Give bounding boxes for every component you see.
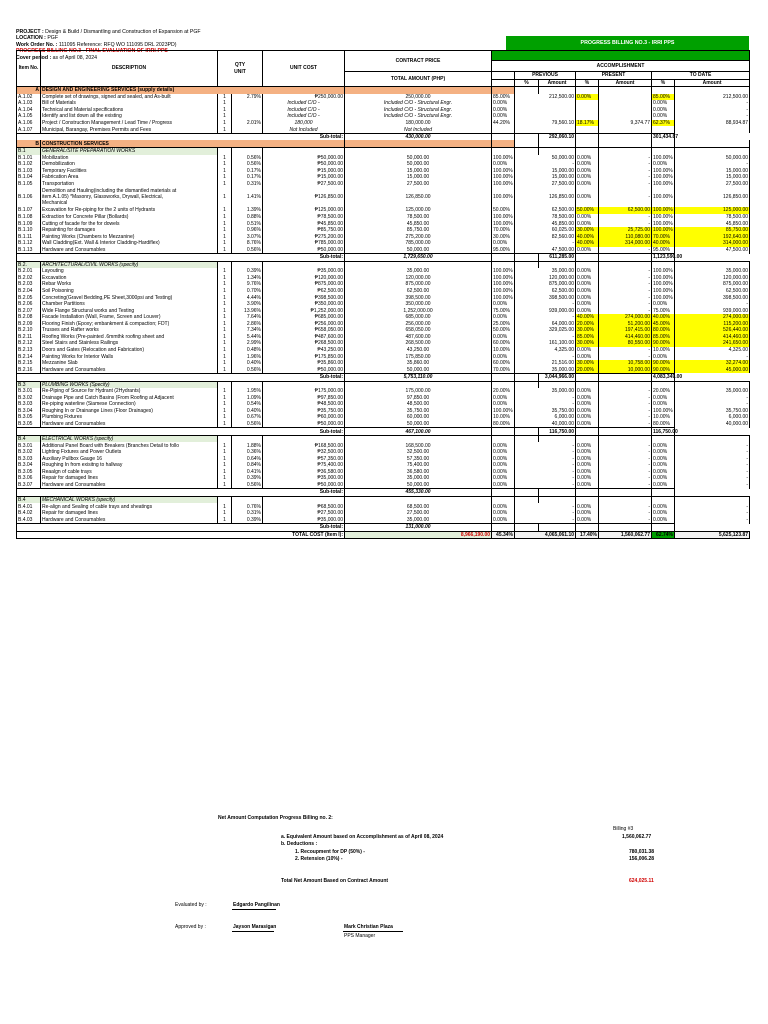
item-row: A.1.06 Project / Construction Management / Lead Time / Progress 1 2.01% 180,000 180,000.00 44.20% 79,560.10 18.17% 9,374.77 62.37% 88,934.87 xyxy=(18,120,749,126)
location-line: LOCATION : PGF xyxy=(16,35,58,42)
subtotal-row: Sub-total: 5,753,110.00 3,044,966.00 4,083,349.00 xyxy=(17,373,750,381)
billing-table xyxy=(16,50,750,539)
col-unit-cost: UNIT COST xyxy=(263,51,345,87)
item-row: B.2.11 Roofing Works (Pre-painted .6mmthk roofing sheet and 1 5.44% ₱487,600.00 487,600.00 0.00% - 85.00% 414,460.00 85.00% 414,460.00 xyxy=(18,333,749,340)
section-row: B CONSTRUCTION SERVICES xyxy=(17,140,750,147)
subtotal-row: Sub-total: 430,000.00 292,060.10 301,434.87 xyxy=(17,133,750,140)
summary-a-value: 1,560,062.77 xyxy=(622,834,652,840)
col-accomplishment: ACCOMPLISHMENT xyxy=(492,61,750,72)
section-row: A DESIGN AND ENGINEERING SERVICES (supply details) xyxy=(17,87,750,94)
item-row: B.2.13 Doors and Gates (Relocation and Fabrication) 1 0.48% ₱43,250.00 43,250.00 10.00% 4,325.00 0.00% - 10.00% 4,325.00 xyxy=(18,346,749,353)
cover-period-line: Cover period : as of April 08, 2024 xyxy=(16,54,98,61)
group-row: B.4 ELECTRICAL WORKS (specify) xyxy=(17,435,750,442)
item-row: B.1.10 Repainting for damages 1 0.96% ₱85,750.00 85,750.00 70.00% 60,025.00 30.00% 25,725.00 100.00% 85,750.00 xyxy=(18,227,749,234)
col-todate-pct: % xyxy=(652,79,675,87)
billing-number: Billing #3 xyxy=(613,826,634,832)
summary-b2-label: 2. Retension (10%) - xyxy=(295,856,343,862)
item-row: B.4.01 Re-align and Sealing of cable trays and sheatings 1 0.76% ₱68,500.00 68,500.00 0.00% - 0.00% - 0.00% - xyxy=(18,503,749,510)
item-row: B.1.12 Wall Cladding(Ext. Wall & Interior Cladding-Hardiflex) 1 8.76% ₱785,000.00 785,000.00 0.00% - 40.00% 314,000.00 40.00% 314,000.00 xyxy=(18,240,749,247)
item-row: B.2.10 Trusses and Rafter works 1 7.34% ₱658,050.00 658,050.00 50.00% 329,025.00 30.00% 197,415.00 80.00% 526,440.00 xyxy=(18,327,749,334)
approved-by-title-2: PPS Manager xyxy=(344,933,376,939)
item-row: A.1.03 Bill of Materials 1 Included C/O - Included C/O - Structural Engr. 0.00% 0.00% - xyxy=(18,100,749,107)
item-row: B.1.01 Mobilization 1 0.56% ₱50,000.00 50,000.00 100.00% 50,000.00 0.00% - 100.00% 50,000.00 xyxy=(18,154,749,161)
item-row: B.1.11 Painting Works (Chambers to Mezzanine) 1 3.07% ₱275,200.00 275,200.00 30.00% 82,560.00 40.00% 110,080.00 70.00% 192,640.00 xyxy=(18,233,749,240)
group-row: B.4 MECHANICAL WORKS (specify) xyxy=(17,496,750,503)
evaluated-by-label: Evaluated by : xyxy=(175,902,207,908)
item-row: B.2.15 Mezzanine Slab 1 0.40% ₱35,860.00 35,860.00 60.00% 21,516.00 30.00% 10,758.00 90.00% 32,274.00 xyxy=(18,360,749,367)
summary-b1-value: 780,031.38 xyxy=(629,849,655,855)
item-row: B.3.01 Additional Panel Board with Breakers (Branches Detail to follo 1 1.88% ₱168,500.00 168,500.00 0.00% - 0.00% - 0.00% - xyxy=(18,442,749,449)
col-prev-amount: Amount xyxy=(539,79,576,87)
item-row: B.2.09 Flooring Finish (Epoxy; embankment & compaction; FDT) 1 2.86% ₱256,000.00 256,000.00 25.00% 64,000.00 20.00% 51,200.00 45.00% 115,200.00 xyxy=(18,320,749,327)
net-amount-label: Total Net Amount Based on Contract Amount xyxy=(281,878,389,884)
item-row: B.1.08 Extraction for Concrete Pillar (Bollards) 1 0.88% ₱78,500.00 78,500.00 100.00% 78,500.00 0.00% - 100.00% 78,500.00 xyxy=(18,214,749,221)
summary-b2-value: 156,006.28 xyxy=(629,856,655,862)
item-row: B.4.03 Hardware and Consumables 1 0.39% ₱35,000.00 35,000.00 0.00% - 0.00% - 0.00% - xyxy=(18,516,749,523)
net-amount-value: 624,025.11 xyxy=(629,878,654,884)
summary-a-label: a. Equivalent Amount based on Accomplishment as of April 08, 2024 xyxy=(281,834,444,840)
item-row: B.3.05 Plumbing Fixtures 1 0.67% ₱60,000.00 60,000.00 10.00% 6,000.00 0.00% - 10.00% 6,000.00 xyxy=(18,414,749,421)
item-row: B.3.06 Repair for damaged lines 1 0.39% ₱35,000.00 35,000.00 0.00% - 0.00% - 0.00% - xyxy=(18,475,749,482)
col-total-amount: TOTAL AMOUNT (PHP) xyxy=(345,72,492,87)
group-row: B.1 GENERAL/SITE PREPARATION WORKS xyxy=(17,148,750,155)
item-row: B.2.08 Facade Installation (Wall, Frame, Screen and Louver) 1 7.64% ₱685,000.00 685,000.00 0.00% - 40.00% 274,000.00 40.00% 274,000.00 xyxy=(18,314,749,321)
item-row: B.2.05 Concreting(Gravel Bedding,PE Sheet,3000psi and Testing) 1 4.44% ₱398,500.00 398,500.00 100.00% 398,500.00 0.00% - 100.00% 398,500.00 xyxy=(18,294,749,301)
item-row: B.2.06 Chamber Partitions 1 3.90% ₱350,000.00 350,000.00 0.00% - 0.00% - 0.00% - xyxy=(18,301,749,308)
item-row: B.3.03 Auxiliary Pullbox Gauge 16 1 0.64% ₱57,350.00 57,350.00 0.00% - 0.00% - 0.00% - xyxy=(18,455,749,462)
col-todate-amount: Amount xyxy=(675,79,750,87)
item-row: B.2.01 Layouting 1 0.39% ₱35,000.00 35,000.00 100.00% 35,000.00 0.00% - 100.00% 35,000.00 xyxy=(18,268,749,275)
col-pres-pct: % xyxy=(576,79,599,87)
item-row: B.3.05 Reaalgn of cable trays 1 0.41% ₱36,580.00 36,580.00 0.00% - 0.00% - 0.00% - xyxy=(18,468,749,475)
item-row: B.2.07 Wide Flange Structural works and Testing 1 13.96% ₱1,252,000.00 1,252,000.00 75.00% 939,000.00 0.00% - 75.00% 939,000.00 xyxy=(18,307,749,314)
col-contract-price: CONTRACT PRICE xyxy=(345,51,492,72)
item-row: B.2.16 Hardware and Consumables 1 0.56% ₱50,000.00 50,000.00 70.00% 35,000.00 20.00% 10,000.00 90.00% 45,000.00 xyxy=(18,366,749,373)
col-present: PRESENT xyxy=(576,72,652,80)
item-row: B.3.04 Roughing In or Drainange Lines (Floor Drainages) 1 0.40% ₱35,750.00 35,750.00 100.00% 35,750.00 0.00% - 100.00% 35,750.00 xyxy=(18,407,749,414)
col-prev-pct: % xyxy=(515,79,539,87)
work-order-line: Work Order No. : 111095 Reference: RFQ WO 111095 DRL 2023PD) xyxy=(16,41,177,48)
subtotal-row: Sub-total: 467,100.00 116,750.00 116,750.00 xyxy=(17,428,750,436)
summary-b-label: b. Deductions : xyxy=(281,841,318,847)
item-row: B.1.13 Hardware and Consumables 1 0.56% ₱50,000.00 50,000.00 95.00% 47,500.00 0.00% - 95.00% 47,500.00 xyxy=(18,246,749,253)
item-row: B.3.02 Drainage Pipe and Catch Basins (From Roofing at Adjacent 1 1.09% ₱97,850.00 97,850.00 0.00% - 0.00% - 0.00% - xyxy=(18,394,749,401)
item-row: B.1.03 Temporary Facilities 1 0.17% ₱15,000.00 15,000.00 100.00% 15,000.00 0.00% - 100.00% 15,000.00 xyxy=(18,167,749,174)
item-row: B.2.14 Painting Works for Interior Walls 1 1.96% ₱175,850.00 175,850.00 0.00% - 0.00% - 0.00% - xyxy=(18,353,749,360)
col-description: DESCRIPTION xyxy=(41,51,218,87)
item-row: B.1.05 Transportation 1 0.31% ₱27,500.00 27,500.00 100.00% 27,500.00 0.00% - 100.00% 27,500.00 xyxy=(18,180,749,187)
col-pres-amount: Amount xyxy=(599,79,652,87)
approved-by-name-2: Mark Christian Plaza xyxy=(344,924,393,930)
item-row: B.2.03 Rebar Works 1 9.76% ₱875,000.00 875,000.00 100.00% 875,000.00 0.00% - 100.00% 875,000.00 xyxy=(18,281,749,288)
group-row: B.2. ARCHITECTURAL/CIVIL WORKS (specify) xyxy=(17,261,750,268)
item-row: B.3.05 Hardware and Consumables 1 0.56% ₱50,000.00 50,000.00 80.00% 40,000.00 0.00% - 80.00% 40,000.00 xyxy=(18,420,749,428)
item-row: A.1.04 Technical and Material specifications 1 Included C/O - Included C/O - Structural Engr. 0.00% 0.00% - xyxy=(18,106,749,113)
item-row: A.1.02 Complete set of drawings, signed and sealed, and As-built 1 2.79% ₱250,000.00 250,000.00 85.00% 212,500.00 0.00% 85.00% 212,500.00 xyxy=(18,93,749,100)
item-row: B.2.02 Excavation 1 1.34% ₱120,000.00 120,000.00 100.00% 120,000.00 0.00% - 100.00% 120,000.00 xyxy=(18,274,749,281)
total-row: TOTAL COST (Item I): 8,966,190.00 45.34% 4,065,061.10 17.40% 1,560,062.77 62.74% 5,625,123.87 xyxy=(17,531,750,539)
item-row: B.3.02 Lighting Fixtures and Power Outlets 1 0.36% ₱32,500.00 32,500.00 0.00% - 0.00% - 0.00% - xyxy=(18,449,749,456)
summary-b1-label: 1. Recoupment for DP (50%) - xyxy=(295,849,365,855)
item-row: A.1.07 Municipal, Barangay, Premises Permits and Fees 1 Not Included Not Included xyxy=(17,126,750,133)
approved-by-name-1: Jayson Marasigan xyxy=(233,924,277,930)
item-row: B.4.02 Repair for damaged lines 1 0.31% ₱27,500.00 27,500.00 0.00% - 0.00% - 0.00% - xyxy=(18,510,749,517)
item-row: B.1.04 Fabrication Area 1 0.17% ₱15,000.00 15,000.00 100.00% 15,000.00 0.00% - 100.00% 15,000.00 xyxy=(18,174,749,181)
subtotal-row: Sub-total: 1,729,650.00 611,285.00 1,123,590.00 xyxy=(17,254,750,262)
group-row: B.3 PLUMBING WORKS (Specify) xyxy=(17,381,750,388)
col-previous: PREVIOUS xyxy=(515,72,576,80)
item-row: B.2.04 Soil Poisoning 1 0.70% ₱62,500.00 62,500.00 100.00% 62,500.00 0.00% - 100.00% 62,500.00 xyxy=(18,288,749,295)
col-qty-unit: QTY UNIT xyxy=(218,51,263,87)
evaluated-by-name: Edgardo Pangilinan xyxy=(233,902,280,908)
item-row: B.1.06 Demolition and Hauling(including the dismantled materials at item A.1.05) *Masonry, Glassworks, Drywall, Electrical, Mechanical 1 1.41% ₱126,850.00 126,850.00 100.00% 126,850.00 0.00% - 100.00% 126,850.00 xyxy=(18,187,749,207)
item-row: B.3.03 Re-piping waterline (Siamese Connection) 1 0.54% ₱48,500.00 48,500.00 0.00% - 0.00% - 0.00% - xyxy=(18,401,749,408)
item-row: B.1.02 Demobilization 1 0.56% ₱50,000.00 50,000.00 0.00% - 0.00% - 0.00% - xyxy=(18,161,749,168)
billing-title: PROGRESS BILLING NO.3 - FINAL EVALUATION OF IRRI-PPS xyxy=(16,48,168,55)
item-row: B.1.09 Cutting of facade for the for dowels 1 0.51% ₱45,850.00 45,850.00 100.00% 45,850.00 0.00% - 100.00% 45,850.00 xyxy=(18,220,749,227)
item-row: B.3.04 Roughing In from exisitng to hallway 1 0.84% ₱75,400.00 75,400.00 0.00% - 0.00% - 0.00% - xyxy=(18,462,749,469)
summary-title: Net Amount Computation Progress Billing no. 2: xyxy=(218,815,333,821)
item-row: B.3.07 Hardware and Consumables 1 0.56% ₱50,000.00 50,000.00 0.00% - 0.00% - 0.00% - xyxy=(18,481,749,489)
col-to-date: TO DATE xyxy=(652,72,750,80)
project-line: PROJECT : Design & Build / Dismantling and Construction of Expansion at PGF xyxy=(16,29,201,35)
progress-billing-banner: PROGRESS BILLING NO.3 - IRRI PPS xyxy=(506,36,749,50)
item-row: A.1.05 Identify and list down all the existing 1 Included C/O - Included C/O - Structural Engr. 0.00% 0.00% - xyxy=(18,113,749,120)
col-item-no: Item No. xyxy=(17,51,41,87)
item-row: B.1.07 Excavation for Re-piping for the 2 units of Hydrants 1 1.39% ₱125,000.00 125,000.00 50.00% 62,500.00 50.00% 62,500.00 100.00% 125,000.00 xyxy=(18,207,749,214)
item-row: B.2.12 Steel Stairs and Stainless Railings 1 2.99% ₱268,500.00 268,500.00 60.00% 161,100.00 30.00% 80,550.00 90.00% 241,650.00 xyxy=(18,340,749,347)
approved-by-label: Approved by : xyxy=(175,924,206,930)
subtotal-row: Sub-total: 455,330.00 xyxy=(17,489,750,497)
item-row: B.3.01 Re-Piping of Source for Hydrant (2Hydrants) 1 1.95% ₱175,000.00 175,000.00 20.00% 35,000.00 0.00% - 20.00% 35,000.00 xyxy=(18,388,749,395)
subtotal-row: Sub-total: 131,000.00 xyxy=(17,524,750,532)
